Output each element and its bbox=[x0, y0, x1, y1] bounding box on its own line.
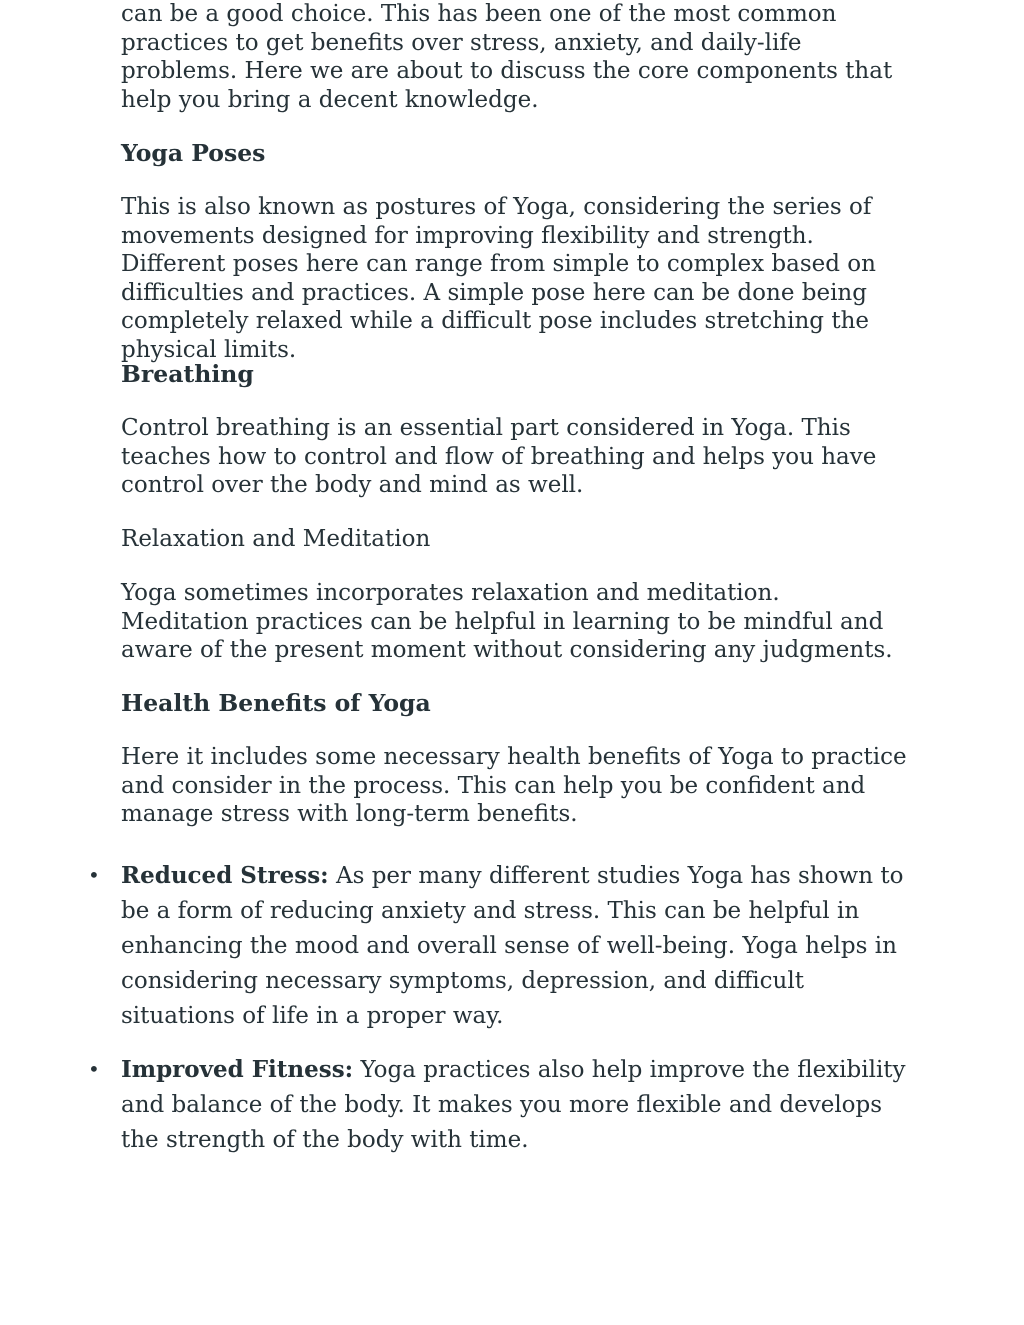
breathing-heading: Breathing bbox=[121, 360, 254, 388]
relaxation-heading: Relaxation and Meditation bbox=[121, 526, 431, 552]
benefit-title: Reduced Stress: bbox=[121, 862, 329, 889]
yoga-poses-heading: Yoga Poses bbox=[121, 139, 266, 167]
yoga-poses-paragraph: This is also known as postures of Yoga, considering the series of movements designed for improving flexibility and strength. Different poses here can range from simple to complex based on difficulties and practices. A simple pose here can be done being completely relaxed while a difficult pose includes stretching the physical limits. bbox=[121, 194, 876, 363]
benefit-title: Improved Fitness: bbox=[121, 1056, 354, 1083]
health-benefits-heading: Health Benefits of Yoga bbox=[121, 689, 431, 717]
breathing-paragraph: Control breathing is an essential part considered in Yoga. This teaches how to control and flow of breathing and helps you have control over the body and mind as well. bbox=[121, 415, 877, 499]
intro-paragraph: can be a good choice. This has been one of the most common practices to get benefits over stress, anxiety, and daily-life problems. Here we are about to discuss the core components that help you bring a decent knowledge. bbox=[121, 1, 893, 113]
benefit-text: As per many different studies Yoga has shown to be a form of reducing anxiety and stress. This can be helpful in enhancing the mood and overall sense of well-being. Yoga helps in considering necessary symptoms, depression, and difficult situations of life in a proper way. bbox=[121, 863, 904, 1029]
benefit-text: Yoga practices also help improve the flexibility and balance of the body. It makes you more flexible and develops the strength of the body with time. bbox=[121, 1057, 906, 1153]
bullet-icon: • bbox=[88, 1057, 100, 1081]
bullet-icon: • bbox=[88, 863, 100, 887]
list-item bbox=[88, 1052, 911, 1158]
list-item bbox=[88, 858, 911, 1034]
relaxation-paragraph: Yoga sometimes incorporates relaxation and meditation. Meditation practices can be helpful in learning to be mindful and aware of the present moment without considering any judgments. bbox=[121, 580, 893, 664]
health-benefits-paragraph: Here it includes some necessary health benefits of Yoga to practice and consider in the process. This can help you be confident and manage stress with long-term benefits. bbox=[121, 744, 907, 828]
benefits-list bbox=[88, 858, 911, 1176]
